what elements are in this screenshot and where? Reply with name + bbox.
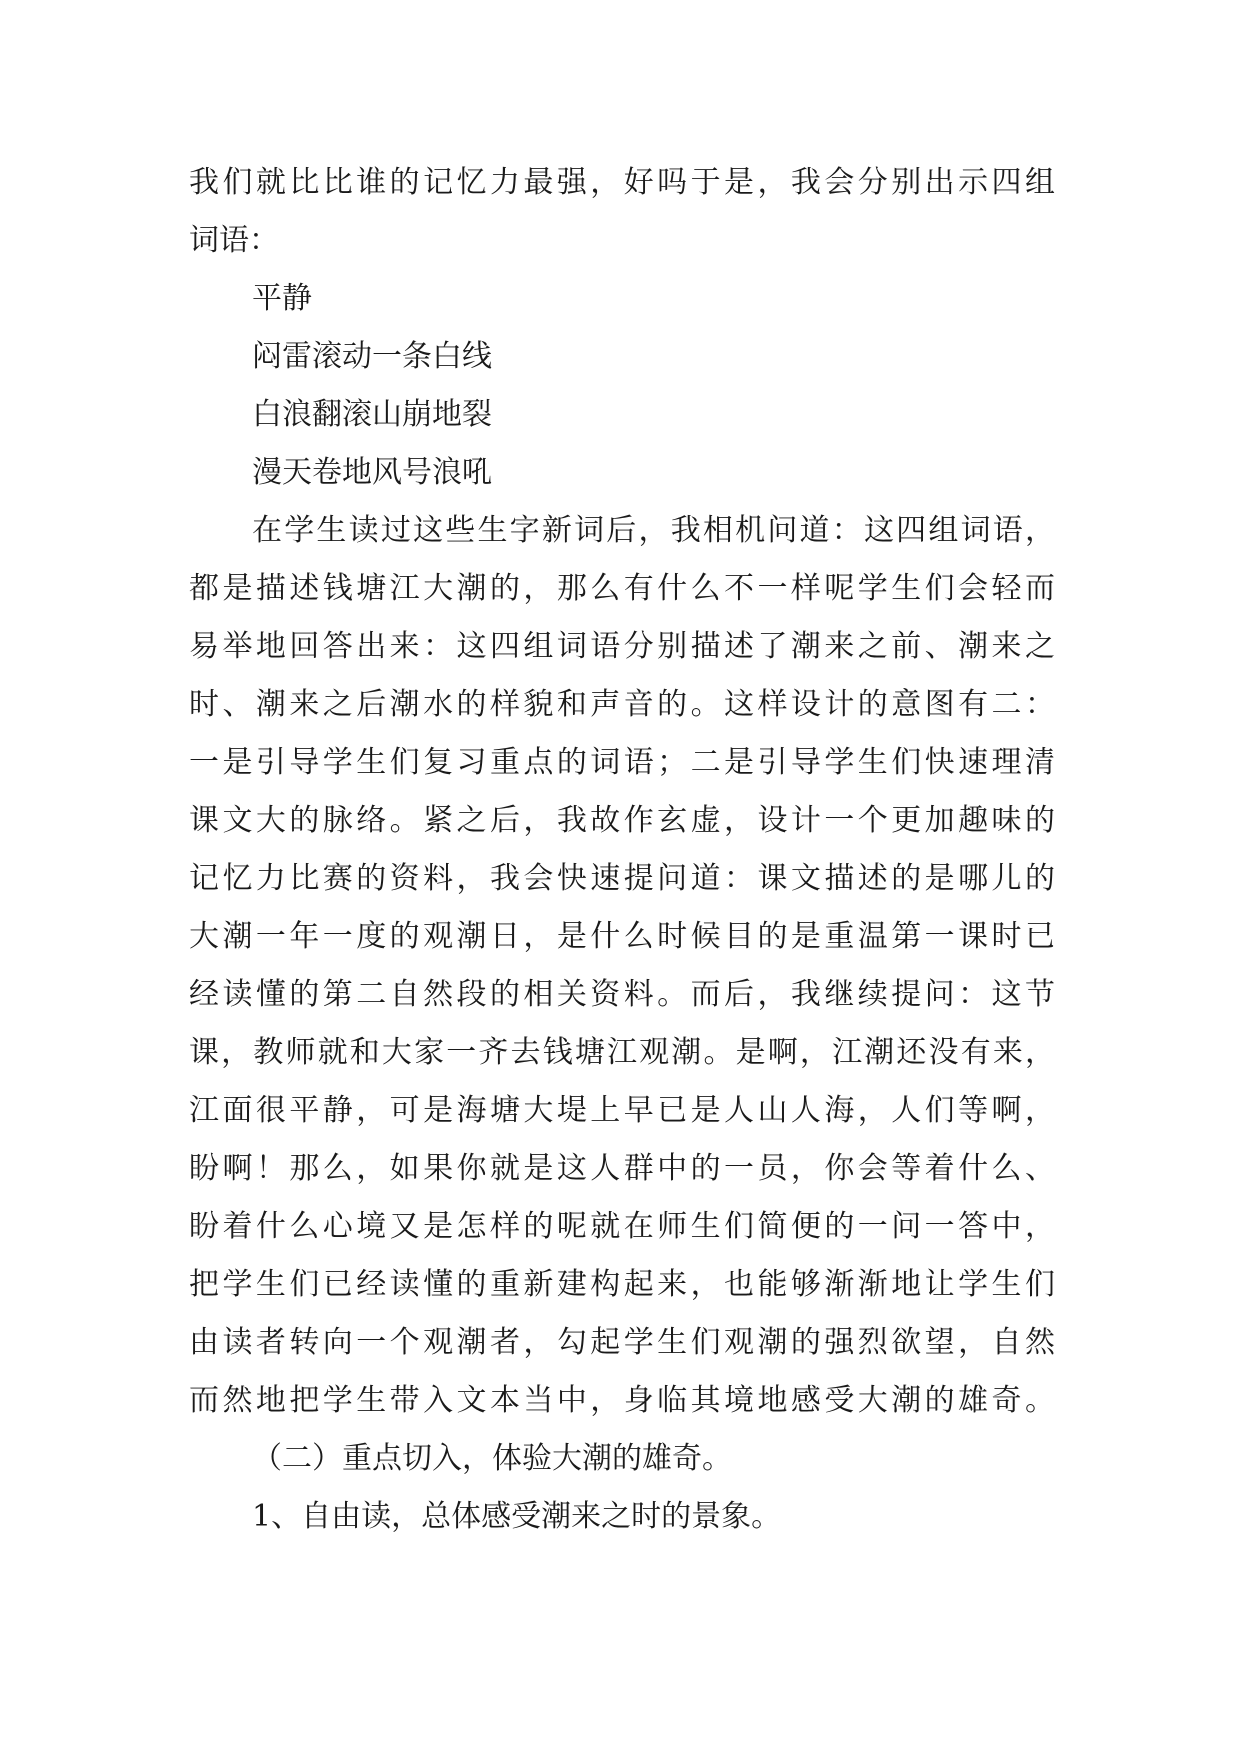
word-group-2: 闷雷滚动一条白线	[252, 339, 492, 374]
text-line: 词语：	[189, 223, 279, 258]
numbered-item: 1、自由读，总体感受潮来之时的景象。	[252, 1499, 782, 1534]
text-line: 记忆力比赛的资料，我会快速提问道：课文描述的是哪儿的	[189, 861, 1055, 896]
word-group-3: 白浪翻滚山崩地裂	[252, 397, 492, 432]
text-line: 时、潮来之后潮水的样貌和声音的。这样设计的意图有二：	[189, 687, 1055, 722]
text-line: 都是描述钱塘江大潮的，那么有什么不一样呢学生们会轻而	[189, 571, 1055, 606]
text-line: 经读懂的第二自然段的相关资料。而后，我继续提问：这节	[189, 977, 1055, 1012]
text-line: 课，教师就和大家一齐去钱塘江观潮。是啊，江潮还没有来，	[189, 1035, 1055, 1070]
text-line: 在学生读过这些生字新词后，我相机问道：这四组词语，	[252, 513, 1055, 548]
section-heading: （二）重点切入，体验大潮的雄奇。	[252, 1441, 732, 1476]
text-line: 一是引导学生们复习重点的词语；二是引导学生们快速理清	[189, 745, 1055, 780]
text-line: 由读者转向一个观潮者，勾起学生们观潮的强烈欲望，自然	[189, 1325, 1055, 1360]
text-line: 盼啊！那么，如果你就是这人群中的一员，你会等着什么、	[189, 1151, 1055, 1186]
word-group-1: 平静	[252, 281, 312, 316]
text-line: 江面很平静，可是海塘大堤上早已是人山人海，人们等啊，	[189, 1093, 1055, 1128]
text-line: 课文大的脉络。紧之后，我故作玄虚，设计一个更加趣味的	[189, 803, 1055, 838]
text-line: 把学生们已经读懂的重新建构起来，也能够渐渐地让学生们	[189, 1267, 1055, 1302]
text-line: 而然地把学生带入文本当中，身临其境地感受大潮的雄奇。	[189, 1383, 1055, 1418]
text-line: 盼着什么心境又是怎样的呢就在师生们简便的一问一答中，	[189, 1209, 1055, 1244]
text-line: 大潮一年一度的观潮日，是什么时候目的是重温第一课时已	[189, 919, 1055, 954]
text-line: 我们就比比谁的记忆力最强，好吗于是，我会分别出示四组	[189, 165, 1055, 200]
word-group-4: 漫天卷地风号浪吼	[252, 455, 492, 490]
text-line: 易举地回答出来：这四组词语分别描述了潮来之前、潮来之	[189, 629, 1055, 664]
